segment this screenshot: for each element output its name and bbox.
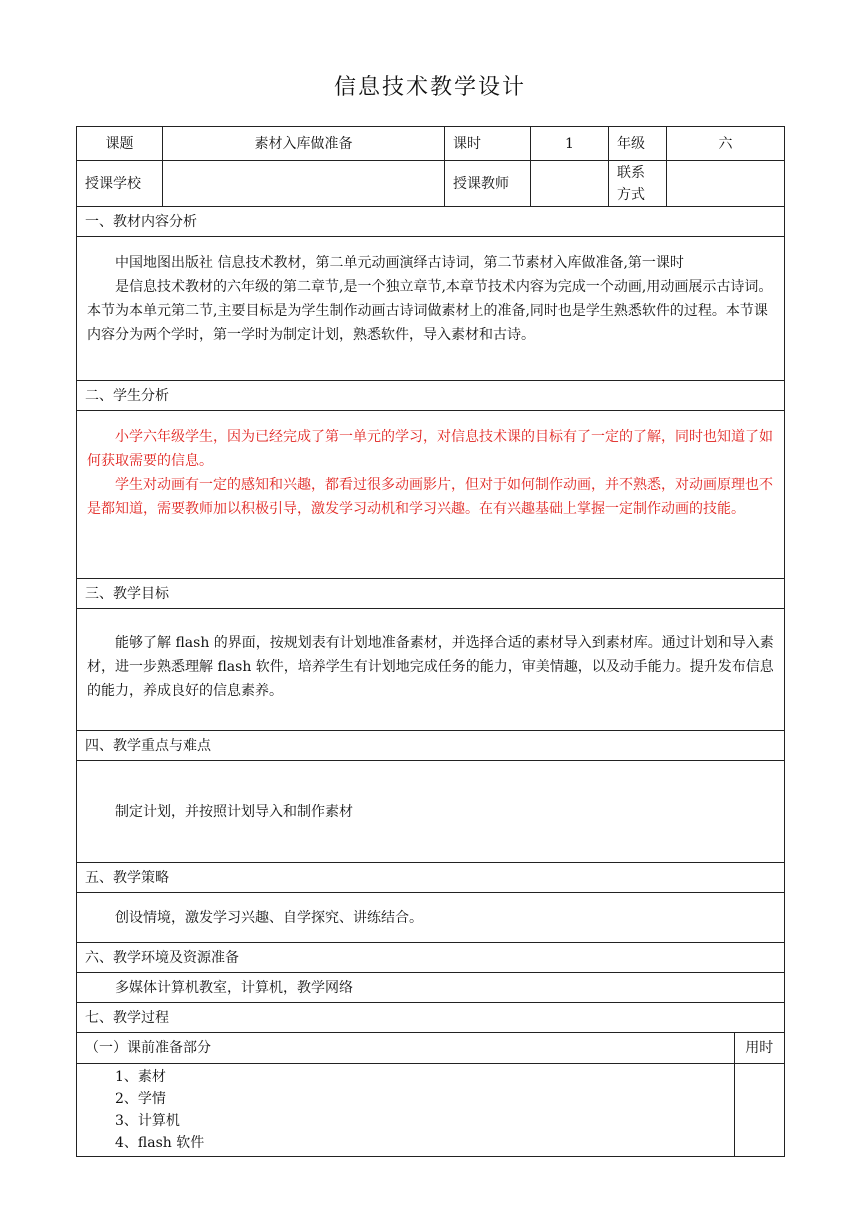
section-1-para-2: 是信息技术教材的六年级的第二章节,是一个独立章节,本章节技术内容为完成一个动画,用动画展示古诗词。本节为本单元第二节,主要目标是为学生制作动画古诗词做素材上的准备,同时也是学生熟悉软件的过程。本节课内容分为两个学时，第一学时为制定计划，熟悉软件，导入素材和古诗。 — [87, 279, 773, 343]
section-2-para-1: 小学六年级学生，因为已经完成了第一单元的学习，对信息技术课的目标有了一定的了解，同时也知道了如何获取需要的信息。 — [87, 429, 773, 469]
section-5-heading: 五、教学策略 — [77, 863, 785, 893]
value-topic: 素材入库做准备 — [163, 127, 445, 161]
list-item: 4、flash 软件 — [115, 1134, 205, 1151]
info-row-2 — [77, 161, 785, 207]
section-4-body — [77, 761, 785, 863]
list-item: 3、计算机 — [115, 1112, 180, 1129]
section-2-heading: 二、学生分析 — [77, 381, 785, 411]
section-2-body — [77, 411, 785, 579]
label-periods: 课时 — [445, 127, 531, 161]
section-6-heading: 六、教学环境及资源准备 — [77, 943, 785, 973]
value-contact — [667, 161, 785, 207]
section-5-body — [77, 893, 785, 943]
label-contact: 联系方式 — [609, 161, 667, 207]
list-item: 2、学情 — [115, 1090, 166, 1107]
label-topic: 课题 — [77, 127, 163, 161]
list-item: 1、素材 — [115, 1068, 166, 1085]
label-school: 授课学校 — [77, 161, 163, 207]
value-teacher — [531, 161, 609, 207]
time-column-heading: 用时 — [734, 1033, 784, 1063]
section-1-body — [77, 237, 785, 381]
section-1-heading: 一、教材内容分析 — [77, 207, 785, 237]
process-subheading: （一）课前准备部分 — [77, 1033, 734, 1063]
section-4-heading: 四、教学重点与难点 — [77, 731, 785, 761]
section-1-para-1: 中国地图出版社 信息技术教材，第二单元动画演绎古诗词，第二节素材入库做准备,第一课时 — [115, 255, 684, 271]
label-grade: 年级 — [609, 127, 667, 161]
section-3-para-1: 能够了解 flash 的界面，按规划表有计划地准备素材，并选择合适的素材导入到素材库。通过计划和导入素材，进一步熟悉理解 flash 软件，培养学生有计划地完成任务的能力，审美情趣，以及动手能力。提升发布信息的能力，养成良好的信息素养。 — [87, 635, 774, 699]
process-table — [77, 1033, 784, 1156]
document-title: 信息技术教学设计 — [333, 75, 526, 100]
section-6-para-1: 多媒体计算机教室，计算机，教学网络 — [115, 979, 353, 996]
time-cell — [734, 1063, 784, 1156]
section-4-para-1: 制定计划，并按照计划导入和制作素材 — [115, 803, 353, 820]
lesson-plan-table — [76, 126, 785, 1157]
value-periods: 1 — [531, 127, 609, 161]
section-2-para-2: 学生对动画有一定的感知和兴趣，都看过很多动画影片，但对于如何制作动画，并不熟悉，对动画原理也不是都知道，需要教师加以积极引导，激发学习动机和学习兴趣。在有兴趣基础上掌握一定制作动画的技能。 — [87, 477, 773, 517]
section-7-body — [77, 1033, 785, 1157]
section-3-heading: 三、教学目标 — [77, 579, 785, 609]
label-teacher: 授课教师 — [445, 161, 531, 207]
section-6-body — [77, 973, 785, 1003]
section-3-body — [77, 609, 785, 731]
value-school — [163, 161, 445, 207]
section-5-para-1: 创设情境，激发学习兴趣、自学探究、讲练结合。 — [115, 909, 423, 926]
value-grade: 六 — [667, 127, 785, 161]
preparation-list — [77, 1063, 734, 1156]
info-row-1 — [77, 127, 785, 161]
section-7-heading: 七、教学过程 — [77, 1003, 785, 1033]
